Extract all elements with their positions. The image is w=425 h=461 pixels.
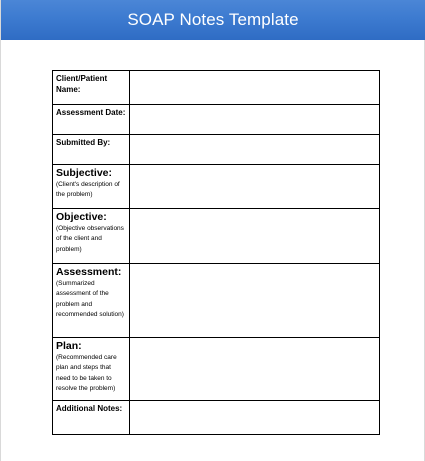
assessment-date-label: Assessment Date:: [56, 108, 126, 117]
objective-field[interactable]: [130, 209, 380, 264]
assessment-field[interactable]: [130, 264, 380, 338]
assessment-date-label-cell: [53, 105, 130, 135]
submitted-by-label: Submitted By:: [56, 138, 111, 147]
title-banner: [1, 0, 425, 40]
plan-description: (Recommended care plan and steps that need to be taken to resolve the problem): [56, 354, 117, 393]
plan-label-cell: [53, 338, 130, 401]
page-title: SOAP Notes Template: [127, 10, 299, 29]
assessment-date-field[interactable]: [130, 105, 380, 135]
objective-label: Objective:: [56, 211, 107, 223]
additional-notes-label-cell: [53, 401, 130, 435]
form-row-client-name: [53, 71, 380, 105]
client-name-field[interactable]: [130, 71, 380, 105]
form-row-assessment-date: [53, 105, 380, 135]
soap-notes-form: [52, 70, 380, 435]
plan-field[interactable]: [130, 338, 380, 401]
form-row-plan: [53, 338, 380, 401]
objective-label-cell: [53, 209, 130, 264]
assessment-label: Assessment:: [56, 266, 122, 278]
assessment-description: (Summarized assessment of the problem and recommended solution): [56, 280, 124, 319]
subjective-description: (Client's description of the problem): [56, 181, 120, 199]
assessment-label-cell: [53, 264, 130, 338]
client-name-label: Client/Patient Name:: [56, 74, 108, 94]
form-row-additional-notes: [53, 401, 380, 435]
form-row-subjective: [53, 165, 380, 209]
plan-label: Plan:: [56, 340, 82, 352]
submitted-by-label-cell: [53, 135, 130, 165]
additional-notes-field[interactable]: [130, 401, 380, 435]
subjective-label-cell: [53, 165, 130, 209]
form-row-submitted-by: [53, 135, 380, 165]
submitted-by-field[interactable]: [130, 135, 380, 165]
additional-notes-label: Additional Notes:: [56, 404, 123, 413]
subjective-label: Subjective:: [56, 167, 113, 179]
objective-description: (Objective observations of the client and problem): [56, 225, 124, 253]
form-row-assessment: [53, 264, 380, 338]
subjective-field[interactable]: [130, 165, 380, 209]
client-name-label-cell: [53, 71, 130, 105]
form-row-objective: [53, 209, 380, 264]
